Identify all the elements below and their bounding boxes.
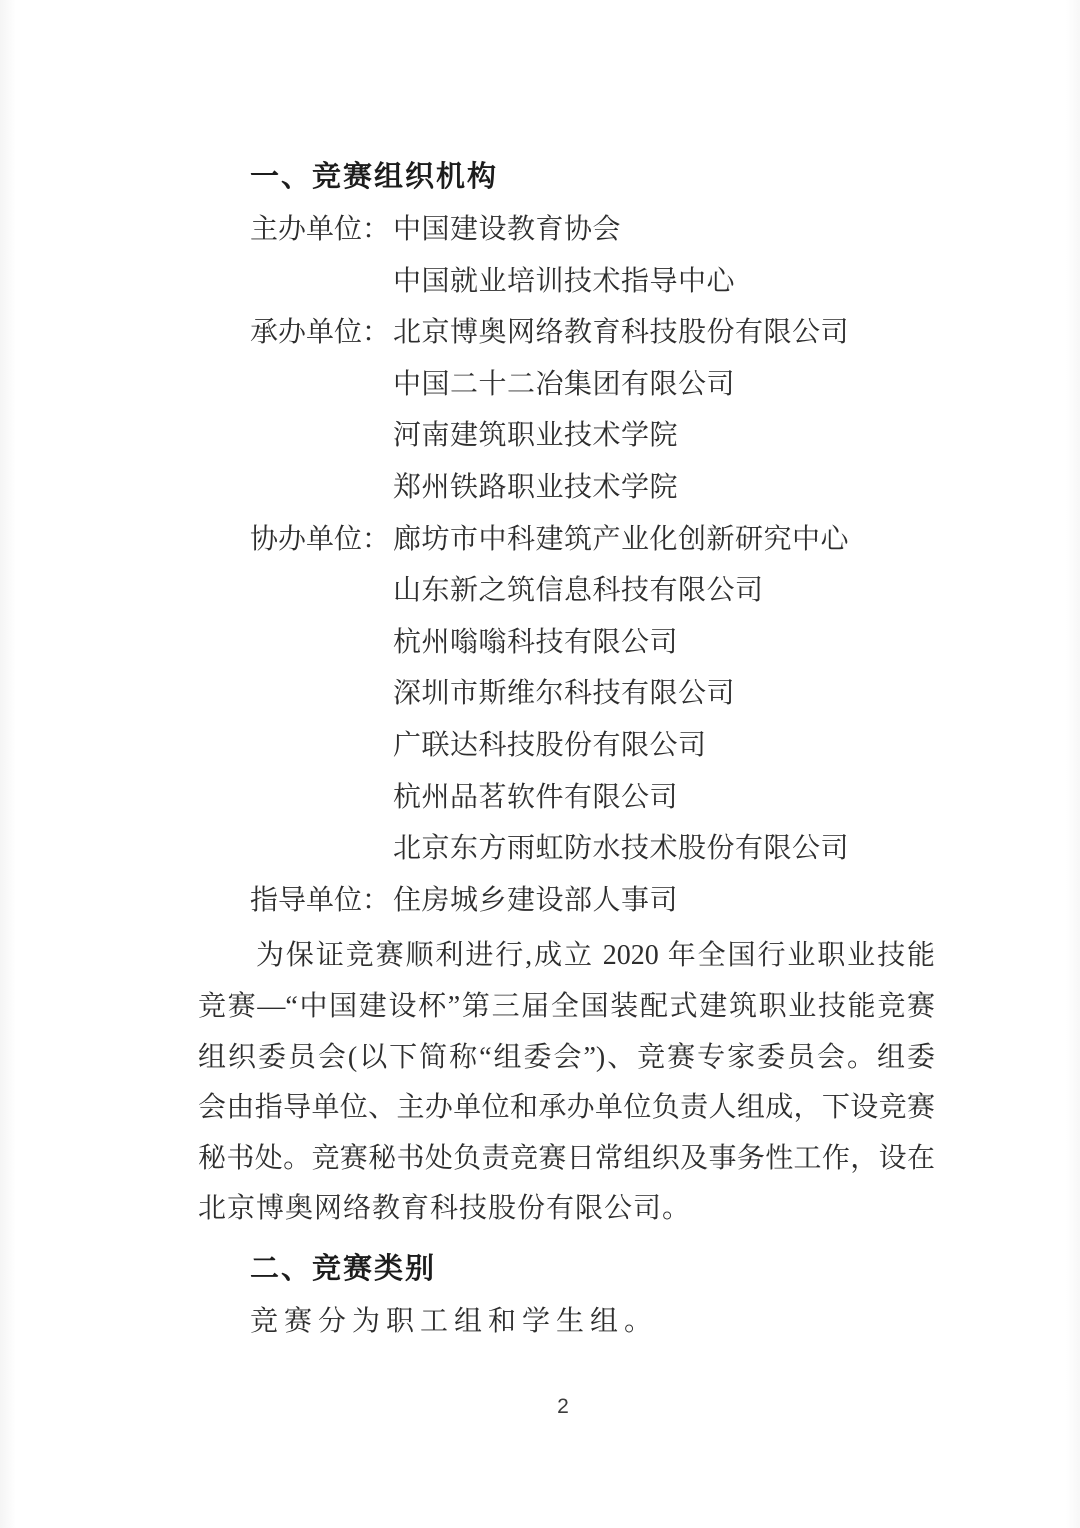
entry-label-organizer: 承办单位：: [250, 317, 391, 349]
paragraph-line: 组织委员会(以下简称“组委会”)、竞赛专家委员会。组委: [198, 1041, 935, 1073]
entry-values-organizer: [393, 307, 938, 513]
entry-label-host: 主办单位：: [250, 214, 391, 245]
org-name: 河南建筑职业技术学院: [393, 420, 679, 452]
section-2-heading: 二、竞赛类别: [250, 1252, 437, 1285]
org-name: 中国就业培训技术指导中心: [393, 265, 736, 297]
org-name: 广联达科技股份有限公司: [393, 729, 707, 761]
org-name: 北京博奥网络教育科技股份有限公司: [393, 317, 850, 349]
organization-list: [250, 204, 938, 926]
entry-values-coorganizer: [393, 514, 938, 875]
org-name: 北京东方雨虹防水技术股份有限公司: [393, 833, 850, 865]
paragraph-line: 北京博奥网络教育科技股份有限公司。: [198, 1193, 692, 1225]
org-name: 住房城乡建设部人事司: [393, 884, 679, 916]
org-name: 中国二十二冶集团有限公司: [393, 368, 736, 400]
org-name: 杭州嗡嗡科技有限公司: [393, 626, 679, 658]
section-2-body: 竞赛分为职工组和学生组。: [250, 1305, 659, 1337]
entry-values-guidance: [393, 875, 938, 927]
entry-label-guidance: 指导单位：: [250, 884, 391, 916]
entry-coorganizer-units: [250, 514, 938, 875]
page-content: [198, 150, 938, 1348]
paragraph-line: 竞赛—“中国建设杯”第三届全国装配式建筑职业技能竞赛: [198, 990, 935, 1022]
org-name: 杭州品茗软件有限公司: [393, 781, 679, 813]
page-number: 2: [557, 1395, 569, 1418]
paragraph-line: 会由指导单位、主办单位和承办单位负责人组成，下设竞赛: [198, 1092, 935, 1124]
entry-organizer-units: [250, 307, 938, 513]
entry-values-host: [393, 204, 938, 307]
entry-host-units: [250, 204, 938, 307]
org-name: 廊坊市中科建筑产业化创新研究中心: [393, 523, 850, 555]
paragraph-line: 为保证竞赛顺利进行,成立 2020 年全国行业职业技能: [256, 940, 935, 972]
org-name: 山东新之筑信息科技有限公司: [393, 575, 764, 607]
org-name: 深圳市斯维尔科技有限公司: [393, 678, 736, 710]
paragraph-line: 秘书处。竞赛秘书处负责竞赛日常组织及事务性工作，设在: [198, 1142, 935, 1174]
entry-label-coorganizer: 协办单位：: [250, 523, 391, 555]
entry-guidance-unit: [250, 875, 938, 927]
committee-paragraph: [198, 931, 938, 1235]
org-name: 中国建设教育协会: [393, 214, 622, 245]
section-1-heading: 一、竞赛组织机构: [250, 161, 499, 193]
org-name: 郑州铁路职业技术学院: [393, 471, 679, 503]
